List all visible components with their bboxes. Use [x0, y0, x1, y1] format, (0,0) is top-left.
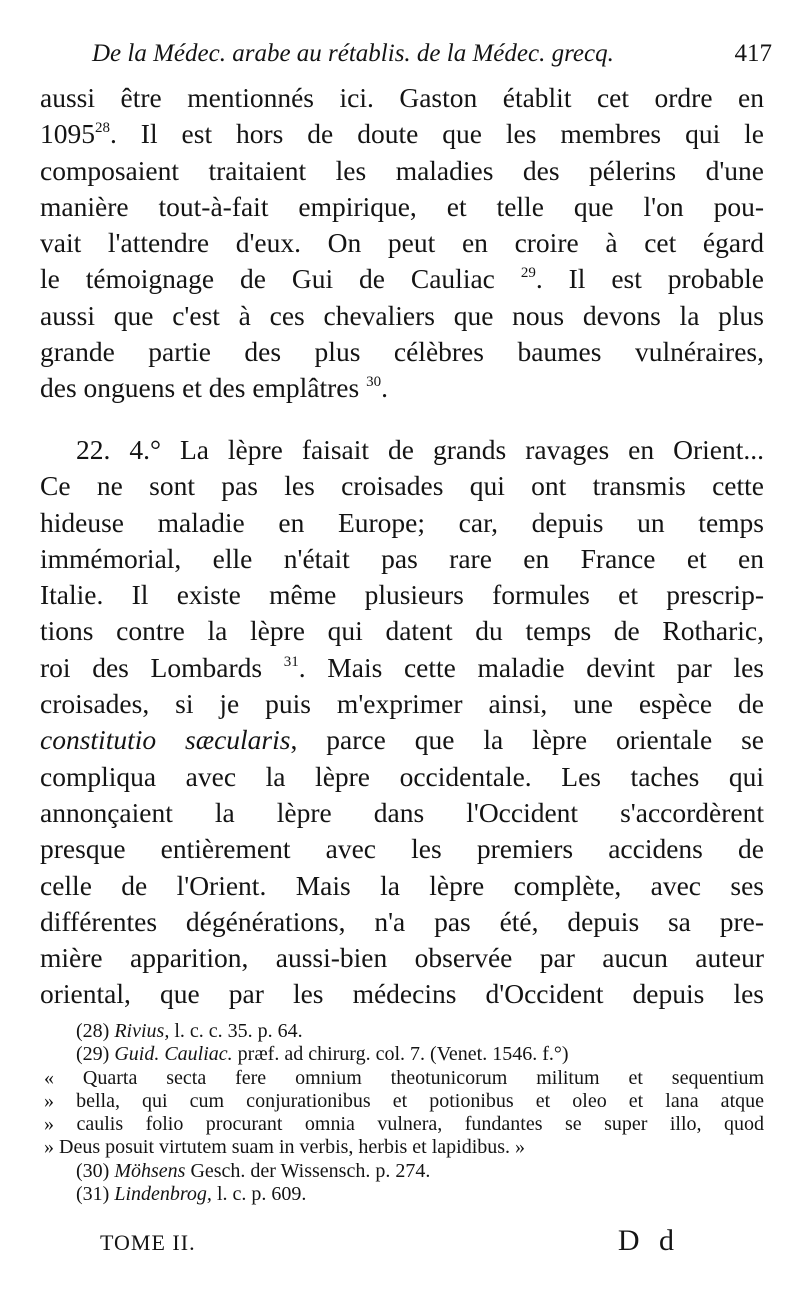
footnote-31: (31) Lindenbrog, l. c. p. 609.: [76, 1183, 307, 1206]
text-line: immémorial, elle n'était pas rare en France et en: [40, 542, 764, 574]
footnote-ref-31: 31: [283, 653, 299, 670]
text-line: croisades, si je puis m'exprimer ainsi, une espèce de: [40, 688, 764, 720]
text-line: annonçaient la lèpre dans l'Occident s'accordèrent: [40, 796, 764, 828]
text-line: celle de l'Orient. Mais la lèpre complète, avec ses: [40, 869, 764, 901]
footnote-quote-line: » caulis folio procurant omnia vulnera, fundantes se super illo, quod: [44, 1113, 764, 1136]
text-line: constitutio sæcularis, parce que la lèpre orientale se: [40, 724, 764, 756]
footnote-28: (28) Rivius, l. c. c. 35. p. 64.: [76, 1020, 303, 1042]
footnote-ref-28: 28: [95, 120, 110, 137]
text-line: composaient traitaient les maladies des pélerins d'une: [40, 154, 764, 186]
text-line: le témoignage de Gui de Cauliac $^{29}$. Il est probable: [40, 263, 764, 295]
text-line: Italie. Il existe même plusieurs formules et prescrip-: [40, 579, 764, 611]
text-line: tions contre la lèpre qui datent du temps de Rotharic,: [40, 615, 764, 647]
text-line: 1095$^{28}$. Il est hors de doute que les membres qui le: [40, 118, 764, 150]
text-line: Ce ne sont pas les croisades qui ont transmis cette: [40, 470, 764, 502]
text-line: roi des Lombards $^{31}$. Mais cette maladie devint par les: [40, 651, 764, 683]
footnotes: [40, 1020, 764, 1206]
footnote-quote-line: » Deus posuit virtutem suam in verbis, herbis et lapidibus. »: [44, 1136, 526, 1159]
volume-label: TOME II.: [100, 1230, 196, 1255]
text-line: presque entièrement avec les premiers accidens de: [40, 833, 764, 865]
page-footer: [100, 1224, 680, 1258]
text-line: différentes dégénérations, n'a pas été, depuis sa pre-: [40, 905, 764, 937]
text-line: grande partie des plus célèbres baumes vulnéraires,: [40, 336, 764, 368]
paragraph-2: [40, 432, 764, 1013]
text-line: des onguens et des emplâtres $^{30}$.: [40, 372, 388, 404]
text-line: compliqua avec la lèpre occidentale. Les taches qui: [40, 760, 764, 792]
footnote-29: (29) Guid. Cauliac. præf. ad chirurg. col. 7. (Venet. 1546. f.°): [76, 1043, 569, 1066]
text-line: aussi que c'est à ces chevaliers que nous devons la plus: [40, 299, 764, 331]
footnote-quote-line: « Quarta secta fere omnium theotunicorum militum et sequentium: [44, 1066, 764, 1089]
footnote-quote-line: » bella, qui cum conjurationibus et potionibus et oleo et lana atque: [44, 1089, 764, 1112]
paragraph-1: [40, 80, 764, 407]
italic-term: constitutio sæcularis: [40, 724, 291, 756]
text-line: 22. 4.° La lèpre faisait de grands ravages en Orient...: [76, 434, 764, 465]
signature-mark: D d: [617, 1224, 680, 1257]
text-line: hideuse maladie en Europe; car, depuis un temps: [40, 506, 764, 538]
footnote-ref-29: 29: [520, 265, 536, 282]
running-header: [92, 38, 772, 70]
text-line: oriental, que par les médecins d'Occident depuis les: [40, 978, 764, 1010]
page-number: 417: [734, 40, 772, 67]
text-line: mière apparition, aussi-bien observée par aucun auteur: [40, 942, 764, 974]
text-line: manière tout-à-fait empirique, et telle que l'on pou-: [40, 190, 764, 222]
text-line: vait l'attendre d'eux. On peut en croire à cet égard: [40, 227, 764, 259]
footnote-ref-30: 30: [366, 374, 382, 391]
text-line: aussi être mentionnés ici. Gaston établit cet ordre en: [40, 82, 764, 113]
running-title: De la Médec. arabe au rétablis. de la Médec. grecq.: [92, 40, 614, 67]
footnote-30: (30) Möhsens Gesch. der Wissensch. p. 274.: [76, 1159, 431, 1182]
